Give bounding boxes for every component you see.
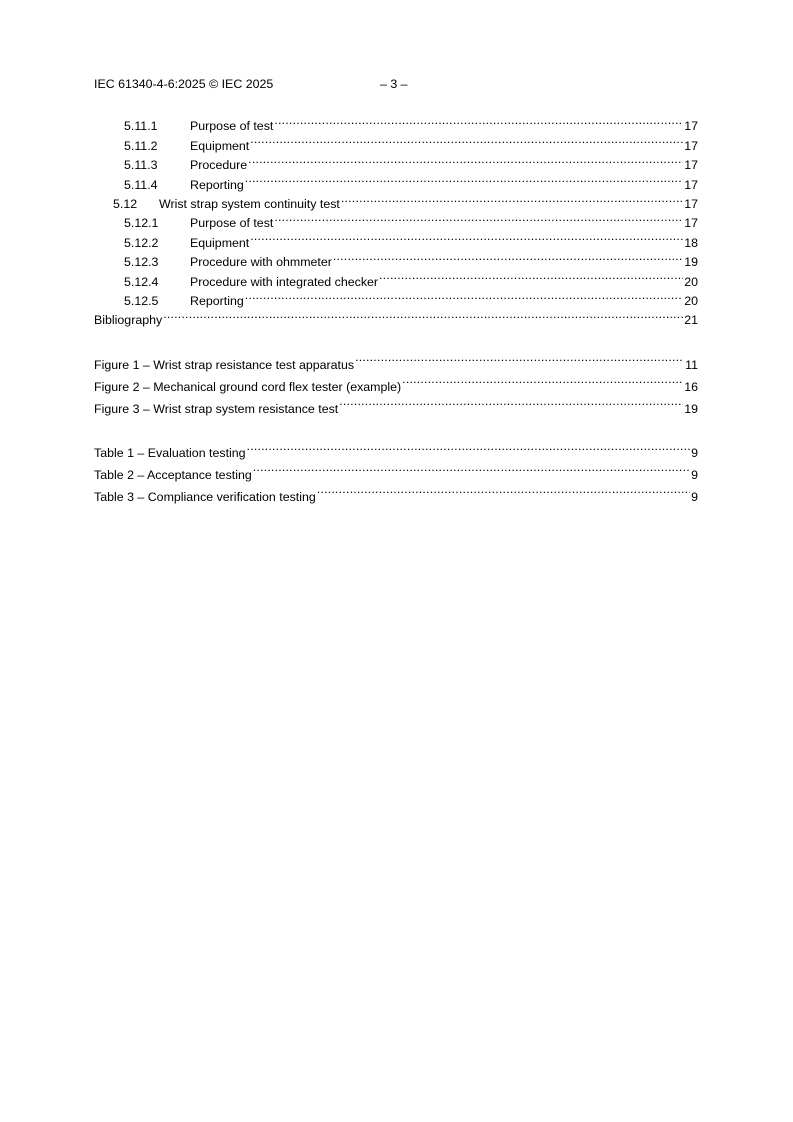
table-entry-page: 9 — [691, 468, 698, 483]
figure-entry-title: Figure 3 – Wrist strap system resistance test — [94, 401, 339, 416]
toc-entry-page: 17 — [684, 196, 698, 211]
dot-leader — [379, 266, 683, 285]
table-entry-title: Table 2 – Acceptance testing — [94, 468, 252, 483]
dot-leader — [317, 479, 690, 501]
toc-entry-title: Procedure — [190, 158, 248, 173]
figure-entry-page: 19 — [684, 401, 698, 416]
toc-entry-5-11-1[interactable] — [94, 111, 698, 134]
toc-entry-title: Procedure with ohmmeter — [190, 255, 332, 270]
document-identifier: IEC 61340-4-6:2025 © IEC 2025 — [94, 77, 274, 91]
dot-leader — [274, 208, 683, 227]
dot-leader — [245, 169, 683, 188]
toc-entry-page: 18 — [684, 235, 698, 250]
toc-entry-number: 5.12.1 — [124, 216, 159, 231]
dot-leader — [341, 189, 683, 208]
list-of-tables-entry-2[interactable] — [94, 457, 698, 483]
toc-entry-page: 17 — [684, 119, 698, 134]
toc-entry-title: Purpose of test — [190, 216, 274, 231]
dot-leader — [274, 111, 683, 130]
section-gap — [94, 324, 698, 347]
toc-entry-number: 5.12.5 — [124, 293, 159, 308]
toc-entry-title: Reporting — [190, 177, 244, 192]
list-of-figures-entry-1[interactable] — [94, 347, 698, 373]
page-header — [94, 76, 699, 92]
toc-entry-number: 5.12.3 — [124, 255, 159, 270]
toc-entry-5-12-2[interactable] — [94, 227, 698, 250]
table-of-contents — [94, 111, 698, 505]
dot-leader — [339, 391, 683, 413]
toc-entry-page: 20 — [684, 293, 698, 308]
toc-entry-5-11-2[interactable] — [94, 130, 698, 153]
dot-leader — [247, 436, 691, 458]
toc-entry-title: Bibliography — [94, 313, 163, 328]
figure-entry-page: 16 — [684, 379, 698, 394]
toc-entry-number: 5.11.3 — [124, 158, 158, 173]
table-entry-title: Table 1 – Evaluation testing — [94, 446, 246, 461]
toc-entry-title: Equipment — [190, 138, 250, 153]
toc-entry-title: Reporting — [190, 293, 244, 308]
toc-entry-page: 19 — [684, 255, 698, 270]
toc-entry-title: Equipment — [190, 235, 250, 250]
toc-entry-5-11-4[interactable] — [94, 169, 698, 192]
toc-entry-number: 5.11.2 — [124, 138, 158, 153]
toc-entry-title: Procedure with integrated checker — [190, 274, 379, 289]
list-of-figures-entry-3[interactable] — [94, 391, 698, 416]
dot-leader — [402, 369, 683, 391]
dot-leader — [250, 227, 683, 246]
list-of-tables-entry-3[interactable] — [94, 479, 698, 505]
toc-entry-5-12-5[interactable] — [94, 286, 698, 308]
dot-leader — [245, 286, 683, 305]
table-entry-page: 9 — [691, 490, 698, 505]
dot-leader — [163, 305, 683, 324]
toc-entry-title: Purpose of test — [190, 119, 274, 134]
toc-entry-5-12-3[interactable] — [94, 247, 698, 270]
dot-leader — [355, 347, 684, 369]
toc-entry-page: 21 — [684, 313, 698, 328]
toc-entry-page: 17 — [684, 216, 698, 231]
dot-leader — [250, 130, 683, 149]
list-of-tables-entry-1[interactable] — [94, 436, 698, 461]
toc-entry-bibliography[interactable] — [94, 305, 698, 328]
toc-entry-page: 17 — [684, 177, 698, 192]
toc-entry-5-12[interactable] — [94, 189, 698, 211]
table-entry-title: Table 3 – Compliance verification testing — [94, 490, 316, 505]
toc-entry-number: 5.11.1 — [124, 119, 158, 134]
toc-entry-title: Wrist strap system continuity test — [159, 196, 340, 211]
figure-entry-page: 11 — [685, 358, 698, 373]
toc-entry-5-11-3[interactable] — [94, 150, 698, 173]
toc-entry-5-12-1[interactable] — [94, 208, 698, 231]
list-of-figures-entry-2[interactable] — [94, 369, 698, 394]
dot-leader — [248, 150, 683, 169]
toc-entry-number: 5.12.2 — [124, 235, 159, 250]
figure-entry-title: Figure 2 – Mechanical ground cord flex tester (example) — [94, 379, 402, 394]
toc-entry-page: 17 — [684, 138, 698, 153]
figure-entry-title: Figure 1 – Wrist strap resistance test apparatus — [94, 358, 355, 373]
toc-entry-number: 5.11.4 — [124, 177, 158, 192]
page-number: – 3 – — [380, 77, 408, 91]
toc-entry-number: 5.12 — [113, 196, 138, 211]
dot-leader — [253, 457, 690, 479]
dot-leader — [333, 247, 683, 266]
toc-entry-page: 20 — [684, 274, 698, 289]
toc-entry-page: 17 — [684, 158, 698, 173]
toc-entry-5-12-4[interactable] — [94, 266, 698, 289]
table-entry-page: 9 — [691, 446, 698, 461]
toc-entry-number: 5.12.4 — [124, 274, 159, 289]
